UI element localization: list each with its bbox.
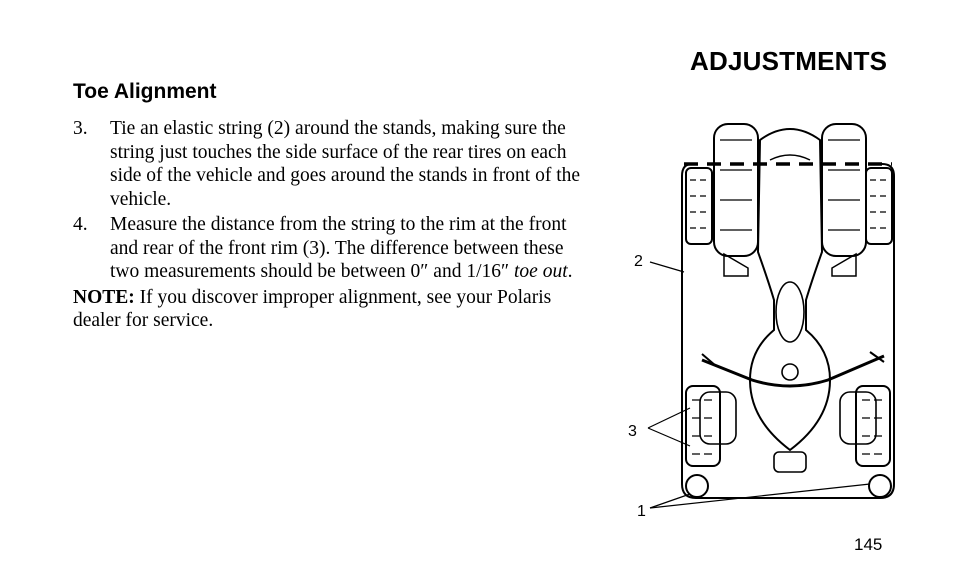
page-number: 145 [854, 535, 883, 554]
tire-rear-right-lower [856, 386, 890, 466]
step-number: 4. [73, 214, 88, 235]
tire-rear-left-upper [686, 168, 712, 244]
note-label: NOTE: [73, 286, 135, 308]
step-text: Tie an elastic string (2) around the stands, making sure the string just touches the side surface of the rear tires on each side of the vehicle and goes around the stands in front of the vehicle. [110, 118, 581, 210]
tire-rear-left-lower [686, 386, 720, 466]
callout-3-leader-b [648, 428, 690, 446]
step-number: 3. [73, 118, 88, 139]
front-rim-right [840, 392, 876, 444]
callout-1-label: 1 [637, 503, 646, 520]
vehicle-body [750, 129, 830, 450]
stand-right-circle [869, 475, 891, 497]
step-text: Measure the distance from the string to the rim at the front and rear of the front rim (3). The difference between these two measurements should be between 0″ and 1/16″ [110, 214, 567, 282]
section-heading: Toe Alignment [73, 80, 217, 103]
instructions-body [73, 117, 583, 333]
step-text-end: . [567, 261, 573, 282]
callout-3-label: 3 [628, 423, 637, 440]
callout-3-leader-a [648, 408, 690, 428]
steering-hub [782, 364, 798, 380]
tire-front-right [822, 124, 866, 256]
atv-toe-alignment-illustration [620, 118, 900, 528]
callout-2-leader [650, 262, 684, 272]
vehicle-seat [776, 282, 804, 342]
step-item [73, 117, 583, 211]
tire-rear-right-upper [866, 168, 892, 244]
note-paragraph [73, 286, 583, 333]
note-text: If you discover improper alignment, see your Polaris dealer for service. [73, 286, 552, 331]
handlebar [702, 356, 884, 386]
step-emphasis: toe out [514, 261, 568, 282]
callout-2-label: 2 [634, 253, 643, 270]
front-bumper [774, 452, 806, 472]
page-header-title: ADJUSTMENTS [690, 46, 888, 76]
step-item [73, 213, 583, 284]
tire-front-left [714, 124, 758, 256]
